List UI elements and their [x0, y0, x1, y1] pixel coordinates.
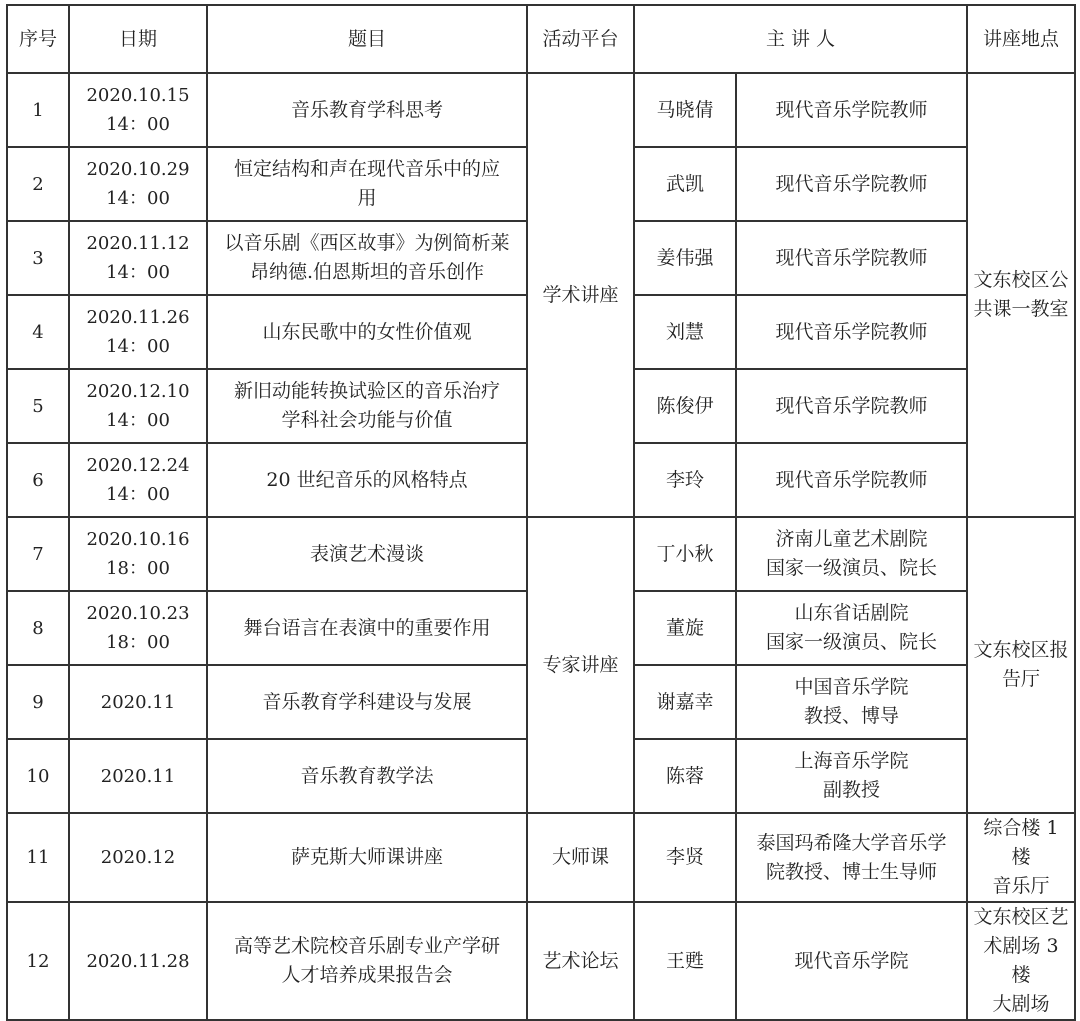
speaker-title: 济南儿童艺术剧院 国家一级演员、院长 [736, 517, 967, 591]
speaker-title: 现代音乐学院教师 [736, 147, 967, 221]
row-number: 6 [7, 443, 69, 517]
speaker-name: 姜伟强 [634, 221, 736, 295]
row-number: 4 [7, 295, 69, 369]
row-date: 2020.12.24 14：00 [69, 443, 207, 517]
speaker-name: 武凯 [634, 147, 736, 221]
header-topic: 题目 [207, 5, 527, 73]
row-number: 9 [7, 665, 69, 739]
speaker-title: 现代音乐学院教师 [736, 73, 967, 147]
row-number: 3 [7, 221, 69, 295]
speaker-title: 现代音乐学院教师 [736, 221, 967, 295]
row-topic: 以音乐剧《西区故事》为例简析莱 昂纳德.伯恩斯坦的音乐创作 [207, 221, 527, 295]
speaker-name: 马晓倩 [634, 73, 736, 147]
speaker-title: 现代音乐学院 [736, 902, 967, 1020]
speaker-name: 刘慧 [634, 295, 736, 369]
row-date: 2020.12.10 14：00 [69, 369, 207, 443]
row-date: 2020.11.12 14：00 [69, 221, 207, 295]
row-topic: 高等艺术院校音乐剧专业产学研 人才培养成果报告会 [207, 902, 527, 1020]
row-date: 2020.10.23 18：00 [69, 591, 207, 665]
row-topic: 音乐教育学科建设与发展 [207, 665, 527, 739]
row-topic: 萨克斯大师课讲座 [207, 813, 527, 902]
header-no: 序号 [7, 5, 69, 73]
row-topic: 表演艺术漫谈 [207, 517, 527, 591]
header-date: 日期 [69, 5, 207, 73]
row-topic: 山东民歌中的女性价值观 [207, 295, 527, 369]
row-topic: 20 世纪音乐的风格特点 [207, 443, 527, 517]
platform-forum: 艺术论坛 [527, 902, 634, 1020]
row-date: 2020.10.29 14：00 [69, 147, 207, 221]
speaker-title: 山东省话剧院 国家一级演员、院长 [736, 591, 967, 665]
row-date: 2020.12 [69, 813, 207, 902]
row-number: 5 [7, 369, 69, 443]
platform-academic: 学术讲座 [527, 73, 634, 517]
speaker-name: 丁小秋 [634, 517, 736, 591]
table-row [7, 517, 1075, 591]
row-topic: 音乐教育学科思考 [207, 73, 527, 147]
venue-art-theatre: 文东校区艺 术剧场 3 楼 大剧场 [967, 902, 1075, 1020]
row-number: 8 [7, 591, 69, 665]
header-row [7, 5, 1075, 73]
venue-concert-hall: 综合楼 1 楼 音乐厅 [967, 813, 1075, 902]
speaker-name: 谢嘉幸 [634, 665, 736, 739]
row-date: 2020.11 [69, 665, 207, 739]
row-topic: 舞台语言在表演中的重要作用 [207, 591, 527, 665]
speaker-name: 董旋 [634, 591, 736, 665]
table-row [7, 73, 1075, 147]
speaker-title: 现代音乐学院教师 [736, 369, 967, 443]
platform-expert: 专家讲座 [527, 517, 634, 813]
lecture-schedule-table [6, 4, 1076, 1021]
row-date: 2020.11.26 14：00 [69, 295, 207, 369]
header-speaker: 主 讲 人 [634, 5, 967, 73]
row-number: 2 [7, 147, 69, 221]
row-number: 7 [7, 517, 69, 591]
row-number: 1 [7, 73, 69, 147]
row-date: 2020.10.16 18：00 [69, 517, 207, 591]
table-row [7, 813, 1075, 902]
row-number: 11 [7, 813, 69, 902]
row-date: 2020.11 [69, 739, 207, 813]
row-date: 2020.10.15 14：00 [69, 73, 207, 147]
row-date: 2020.11.28 [69, 902, 207, 1020]
speaker-name: 陈俊伊 [634, 369, 736, 443]
speaker-name: 陈蓉 [634, 739, 736, 813]
row-number: 10 [7, 739, 69, 813]
row-number: 12 [7, 902, 69, 1020]
speaker-title: 现代音乐学院教师 [736, 295, 967, 369]
speaker-title: 上海音乐学院 副教授 [736, 739, 967, 813]
venue-wendong-hall: 文东校区报 告厅 [967, 517, 1075, 813]
row-topic: 恒定结构和声在现代音乐中的应 用 [207, 147, 527, 221]
table-row [7, 902, 1075, 1020]
header-platform: 活动平台 [527, 5, 634, 73]
speaker-name: 李玲 [634, 443, 736, 517]
row-topic: 新旧动能转换试验区的音乐治疗 学科社会功能与价值 [207, 369, 527, 443]
platform-master: 大师课 [527, 813, 634, 902]
speaker-name: 李贤 [634, 813, 736, 902]
speaker-name: 王甦 [634, 902, 736, 1020]
header-venue: 讲座地点 [967, 5, 1075, 73]
venue-wendong-classroom: 文东校区公 共课一教室 [967, 73, 1075, 517]
speaker-title: 中国音乐学院 教授、博导 [736, 665, 967, 739]
row-topic: 音乐教育教学法 [207, 739, 527, 813]
speaker-title: 泰国玛希隆大学音乐学 院教授、博士生导师 [736, 813, 967, 902]
speaker-title: 现代音乐学院教师 [736, 443, 967, 517]
